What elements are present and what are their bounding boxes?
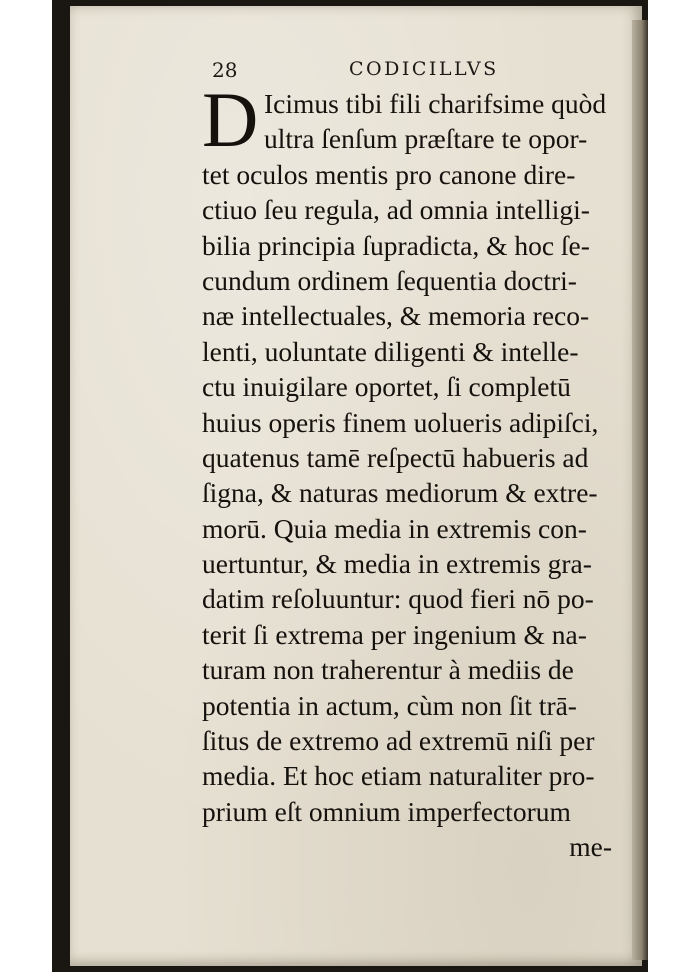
- text-line: datim reſoluuntur: quod fieri nō po-: [202, 583, 594, 615]
- text-line: næ intellectuales, & memoria reco-: [202, 300, 590, 332]
- text-line: ctiuo ſeu regula, ad omnia intelligi-: [202, 194, 590, 226]
- text-line: uertuntur, & media in extremis gra-: [202, 548, 592, 580]
- text-line: huius operis finem uolueris adipiſci,: [202, 406, 599, 438]
- text-line: cundum ordinem ſequentia doctri-: [202, 264, 577, 296]
- text-line: bilia principia ſupradicta, & hoc ſe-: [202, 229, 590, 261]
- text-line: ſigna, & naturas mediorum & extre-: [202, 477, 598, 509]
- text-line: potentia in actum, cùm non ſit trā-: [202, 689, 577, 721]
- page-edge: [632, 20, 648, 960]
- running-title: CODICILLVS: [349, 58, 499, 80]
- text-line: terit ſi extrema per ingenium & na-: [202, 618, 587, 650]
- text-line: lenti, uoluntate diligenti & intelle-: [202, 335, 579, 367]
- page-number: 28: [212, 58, 238, 82]
- catchword: me-: [569, 831, 612, 863]
- text-line: morū. Quia media in extremis con-: [202, 512, 587, 544]
- text-line: ſitus de extremo ad extremū niſi per: [202, 725, 595, 757]
- body-text: [202, 76, 622, 865]
- text-line: prium eſt omnium imperfectorum: [202, 795, 571, 827]
- text-line: Icimus tibi fili charifsime quòd: [264, 88, 607, 119]
- text-line: tet oculos mentis pro canone dire-: [202, 158, 576, 190]
- text-line: media. Et hoc etiam naturaliter pro-: [202, 760, 595, 792]
- text-line: quatenus tamē reſpectū habueris ad: [202, 441, 589, 473]
- text-line: ctu inuigilare oportet, ſi completū: [202, 371, 571, 403]
- text-line: ultra ſenſum præſtare te opor-: [264, 123, 588, 155]
- drop-capital: D: [202, 76, 259, 163]
- text-line: turam non traherentur à mediis de: [202, 654, 574, 686]
